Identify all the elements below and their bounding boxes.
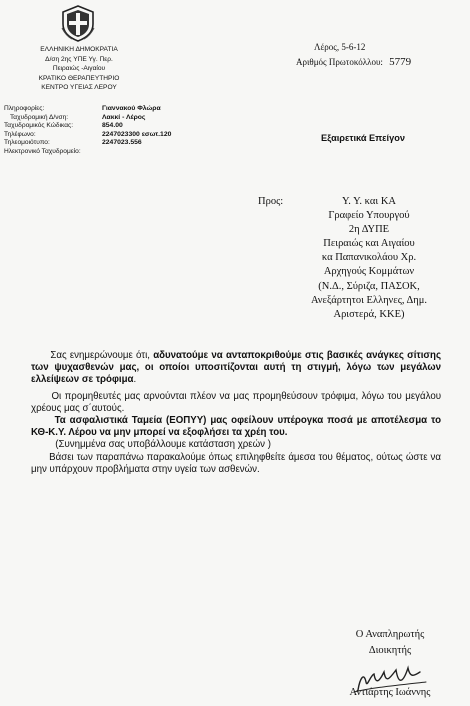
body-paragraph-3 xyxy=(31,415,441,439)
info-label: Ηλεκτρονικό Ταχυδρομείο: xyxy=(4,147,81,155)
place-date: Λέρος, 5-6-12 xyxy=(314,42,366,52)
info-label: Πληροφορίες: xyxy=(4,105,45,112)
org-line: ΚΡΑΤΙΚΟ ΘΕΡΑΠΕΥΤΗΡΙΟ xyxy=(38,74,120,82)
recipients-block xyxy=(279,195,459,322)
recipient-line: (Ν.Δ., Σύριζα, ΠΑΣΟΚ, xyxy=(318,280,420,292)
recipient-line: Ανεξάρτητοι Ελληνες, Δημ. xyxy=(310,294,428,306)
protocol-number: 5779 xyxy=(389,56,412,68)
organization-block xyxy=(24,45,134,93)
body-text: Σας ενημερώνουμε ότι, xyxy=(50,350,154,361)
info-value: Λακκί - Λέρος xyxy=(102,113,146,121)
to-label: Προς: xyxy=(258,196,284,207)
signature-role: Διοικητής xyxy=(368,645,412,656)
body-emphasis: αδυνατούμε να ανταποκριθούμε στις βασικές ανάγκες σίτισης των ψυχασθενών μας, οι οποίοι υποσιτίζονται αυτή τη στιγμή, λόγω των μεγάλων ελλείψεων σε τρόφιμα xyxy=(31,350,441,386)
body-paragraph-2 xyxy=(31,391,441,415)
info-value: 2247023300 εσωτ.120 xyxy=(102,130,172,138)
recipient-line: Αριστερά, ΚΚΕ) xyxy=(333,308,405,320)
protocol-label: Αριθμός Πρωτοκόλλου: xyxy=(296,57,383,67)
org-line: ΕΛΛΗΝΙΚΗ ΔΗΜΟΚΡΑΤΙΑ xyxy=(40,46,118,53)
recipient-line: κα Παπανικολάου Χρ. xyxy=(321,252,417,264)
body-paragraph-4 xyxy=(31,452,441,476)
protocol-line xyxy=(296,56,411,68)
signatory-name: Αντιάρτης Ιωάννης xyxy=(349,687,431,698)
info-value: 2247023.556 xyxy=(102,139,142,146)
body-note xyxy=(31,439,441,451)
recipient-line: Αρχηγούς Κομμάτων xyxy=(323,266,415,278)
org-line: Πειραιώς -Αιγαίου xyxy=(52,65,106,73)
body-emphasis: Τα ασφαλιστικά Ταμεία (ΕΟΠΥΥ) μας οφείλουν υπέρογκα ποσά με αποτέλεσμα το ΚΘ-Κ.Υ. Λέρου να μην μπορεί να εξοφλήσει τα χρέη του. xyxy=(31,415,441,439)
info-label: Ταχυδρομικός Κώδικας: xyxy=(4,122,74,129)
letter-body xyxy=(31,350,441,476)
signature-title: Ο Αναπληρωτής xyxy=(355,629,425,640)
greek-republic-emblem-icon xyxy=(60,4,96,42)
body-text: . xyxy=(133,374,137,386)
body-text: Βάσει των παραπάνω παρακαλούμε όπως επιληφθείτε άμεσα του θέματος, ούτως ώστε να μην υπάρχουν προβλήματα στην υγεία των ασθενών. xyxy=(31,451,441,475)
recipient-line: Πειραιώς και Αιγαίου xyxy=(323,238,415,250)
handwritten-signature-icon xyxy=(330,660,440,700)
urgency-label: Εξαιρετικά Επείγον xyxy=(321,133,405,143)
org-line: ΚΕΝΤΡΟ ΥΓΕΙΑΣ ΛΕΡΟΥ xyxy=(41,84,117,92)
info-label: Ταχυδρομική Δ/νση: xyxy=(10,113,69,121)
info-value: 854.00 xyxy=(102,122,123,129)
info-label: Τηλέφωνο: xyxy=(4,130,36,138)
recipient-line: Γραφείο Υπουργού xyxy=(328,210,410,222)
attachment-note: (Συνημμένα σας υποβάλλουμε κατάσταση χρεών ) xyxy=(55,439,271,451)
info-label: Τηλεομοιότυπο: xyxy=(4,139,50,146)
info-value: Γιαννακού Φλώρα xyxy=(102,105,161,112)
body-paragraph-1 xyxy=(31,350,441,387)
recipient-line: Υ. Υ. και ΚΑ xyxy=(342,196,396,207)
body-text: Οι προμηθευτές μας αρνούνται πλέον να μας προμηθεύσουν τρόφιμα, λόγω του μεγάλου χρέους μας σ΄αυτούς. xyxy=(31,390,441,414)
recipient-line: 2η ΔΥΠΕ xyxy=(348,224,390,236)
org-line: Δ/ση 2ης ΥΠΕ Υγ. Περ. xyxy=(45,55,113,63)
